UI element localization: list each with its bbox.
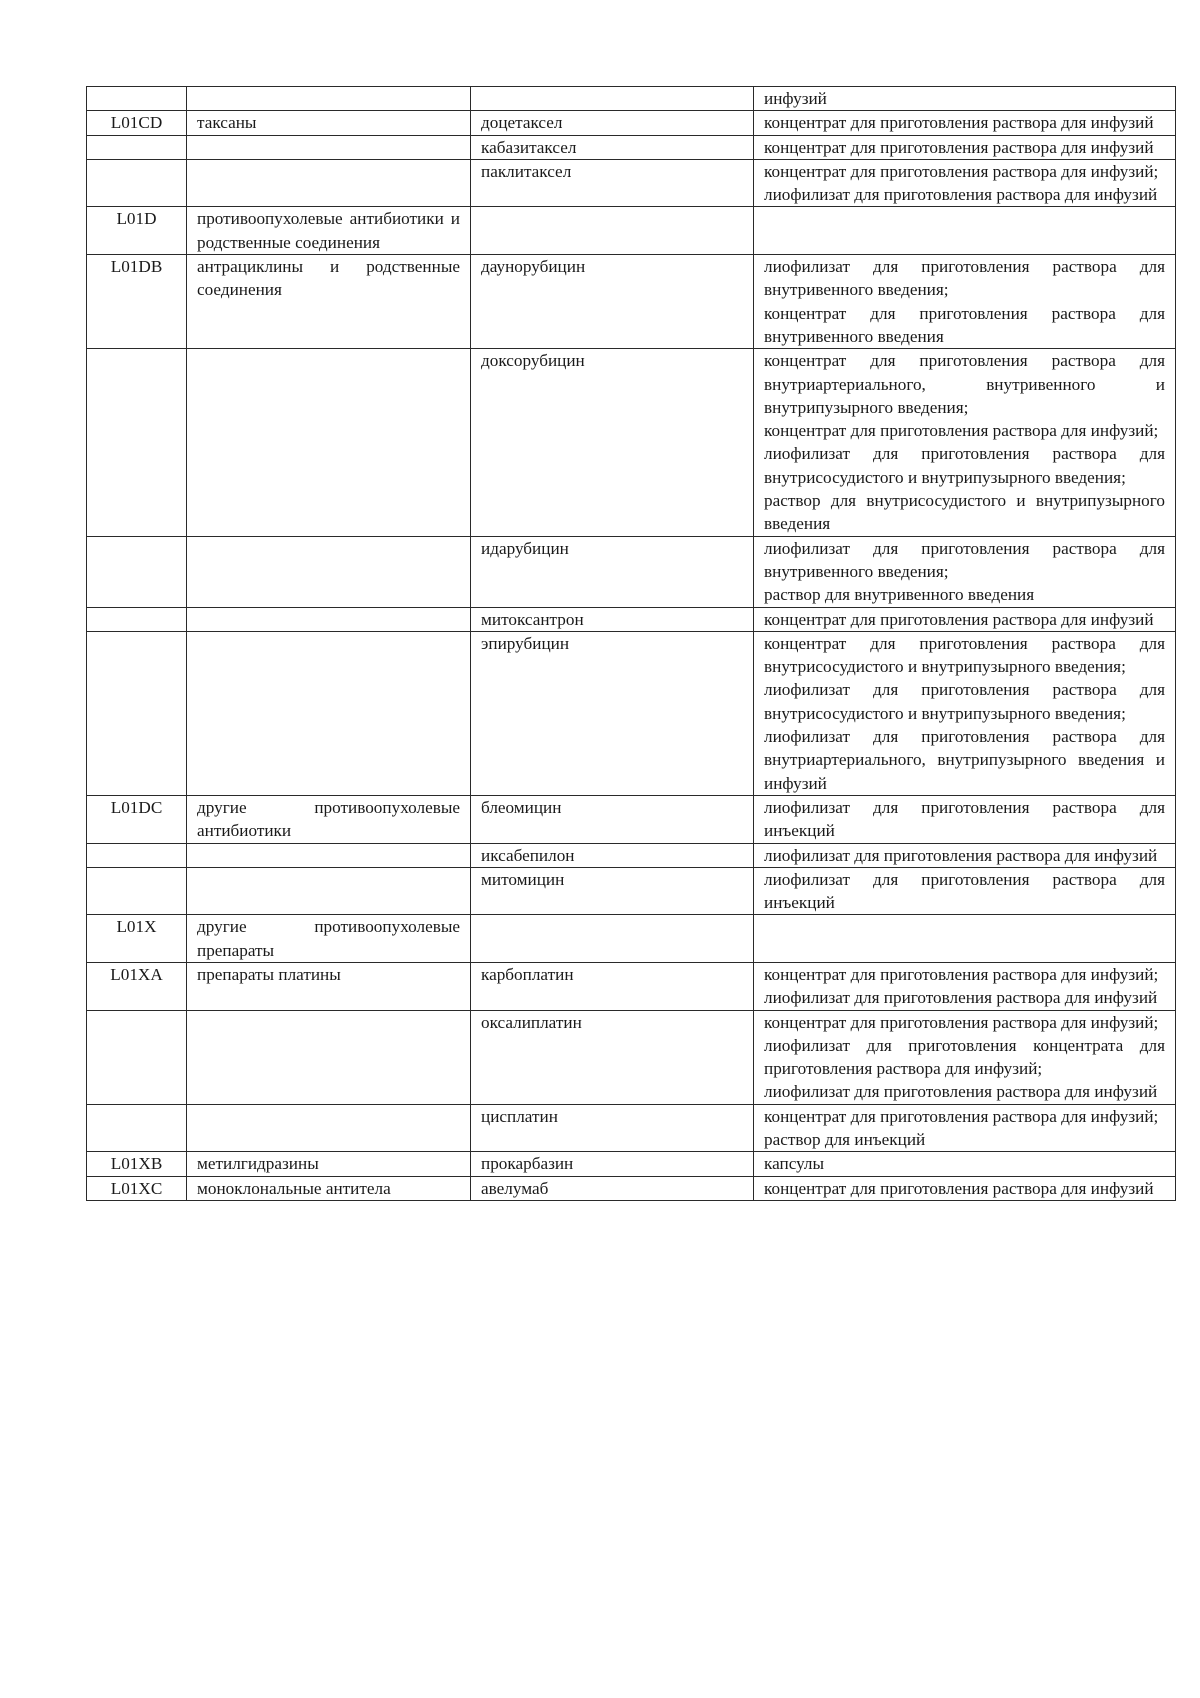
drug-list-table: [86, 86, 1176, 1201]
drug-name-cell: оксалиплатин: [471, 1010, 754, 1104]
dosage-form-line: лиофилизат для приготовления раствора для внутриартериального, внутрипузырного введения и инфузий: [764, 727, 1165, 793]
atc-code-cell: [87, 843, 187, 867]
dosage-form-line: концентрат для приготовления раствора для внутриартериального, внутривенного и внутрипузырного введения;: [764, 351, 1165, 417]
dosage-form-cell: [754, 1152, 1176, 1176]
anatomical-group-cell: [187, 1104, 471, 1152]
dosage-form-line: концентрат для приготовления раствора для инфузий: [764, 1178, 1154, 1198]
drug-name-cell: карбоплатин: [471, 962, 754, 1010]
atc-code-cell: [87, 135, 187, 159]
atc-code-cell: L01XA: [87, 962, 187, 1010]
atc-code-cell: L01XB: [87, 1152, 187, 1176]
table-row: [87, 631, 1176, 795]
drug-name-cell: авелумаб: [471, 1176, 754, 1200]
dosage-form-line: концентрат для приготовления раствора для инфузий;: [764, 1106, 1159, 1126]
dosage-form-line: лиофилизат для приготовления раствора для внутрисосудистого и внутрипузырного введения;: [764, 680, 1165, 723]
dosage-form-line: лиофилизат для приготовления раствора для внутрисосудистого и внутрипузырного введения;: [764, 444, 1165, 487]
table-row: [87, 607, 1176, 631]
atc-code-cell: [87, 1010, 187, 1104]
anatomical-group-cell: [187, 87, 471, 111]
anatomical-group-cell: [187, 867, 471, 915]
drug-name-cell: [471, 207, 754, 255]
dosage-form-line: концентрат для приготовления раствора для инфузий: [764, 137, 1154, 157]
atc-code-cell: [87, 1104, 187, 1152]
dosage-form-cell: [754, 159, 1176, 207]
drug-name-cell: даунорубицин: [471, 255, 754, 349]
dosage-form-line: лиофилизат для приготовления раствора для инфузий: [764, 185, 1158, 205]
table-row: [87, 349, 1176, 536]
anatomical-group-cell: [187, 843, 471, 867]
table-row: [87, 1010, 1176, 1104]
dosage-form-line: лиофилизат для приготовления раствора для инфузий: [764, 845, 1158, 865]
table-row: [87, 795, 1176, 843]
drug-name-cell: доксорубицин: [471, 349, 754, 536]
drug-name-cell: эпирубицин: [471, 631, 754, 795]
dosage-form-cell: [754, 1104, 1176, 1152]
anatomical-group-cell: метилгидразины: [187, 1152, 471, 1176]
dosage-form-cell: [754, 255, 1176, 349]
table-row: [87, 1104, 1176, 1152]
dosage-form-line: лиофилизат для приготовления концентрата для приготовления раствора для инфузий;: [764, 1035, 1165, 1079]
drug-name-cell: прокарбазин: [471, 1152, 754, 1176]
dosage-form-line: концентрат для приготовления раствора для внутрисосудистого и внутрипузырного введения;: [764, 633, 1165, 677]
atc-code-cell: L01CD: [87, 111, 187, 135]
dosage-form-line: лиофилизат для приготовления раствора для внутривенного введения;: [764, 538, 1165, 581]
table-row: [87, 111, 1176, 135]
table-row: [87, 915, 1176, 963]
dosage-form-cell: [754, 207, 1176, 255]
dosage-form-line: лиофилизат для приготовления раствора для инъекций: [764, 797, 1165, 841]
table-row: [87, 255, 1176, 349]
dosage-form-line: инфузий: [764, 89, 827, 108]
anatomical-group-cell: [187, 1010, 471, 1104]
drug-name-cell: [471, 87, 754, 111]
dosage-form-cell: [754, 1010, 1176, 1104]
atc-code-cell: [87, 87, 187, 111]
anatomical-group-cell: [187, 607, 471, 631]
table-row: [87, 536, 1176, 607]
dosage-form-cell: [754, 135, 1176, 159]
drug-name-cell: [471, 915, 754, 963]
atc-code-cell: [87, 867, 187, 915]
dosage-form-cell: [754, 843, 1176, 867]
dosage-form-line: концентрат для приготовления раствора для внутривенного введения: [764, 303, 1165, 346]
dosage-form-line: концентрат для приготовления раствора для инфузий;: [764, 1012, 1159, 1032]
drug-name-cell: цисплатин: [471, 1104, 754, 1152]
atc-code-cell: L01DC: [87, 795, 187, 843]
atc-code-cell: [87, 631, 187, 795]
drug-name-cell: идарубицин: [471, 536, 754, 607]
dosage-form-cell: [754, 1176, 1176, 1200]
drug-name-cell: митомицин: [471, 867, 754, 915]
dosage-form-line: раствор для внутривенного введения: [764, 585, 1035, 605]
dosage-form-line: лиофилизат для приготовления раствора для инъекций: [764, 869, 1165, 913]
dosage-form-cell: [754, 349, 1176, 536]
drug-name-cell: паклитаксел: [471, 159, 754, 207]
anatomical-group-cell: противоопухолевые антибиотики и родственные соединения: [187, 207, 471, 255]
drug-name-cell: митоксантрон: [471, 607, 754, 631]
atc-code-cell: L01DB: [87, 255, 187, 349]
atc-code-cell: L01XC: [87, 1176, 187, 1200]
dosage-form-line: концентрат для приготовления раствора для инфузий;: [764, 161, 1159, 181]
dosage-form-cell: [754, 915, 1176, 963]
table-row: [87, 159, 1176, 207]
table-row: [87, 962, 1176, 1010]
anatomical-group-cell: другие противоопухолевые антибиотики: [187, 795, 471, 843]
dosage-form-cell: [754, 87, 1176, 111]
atc-code-cell: [87, 349, 187, 536]
anatomical-group-cell: моноклональные антитела: [187, 1176, 471, 1200]
dosage-form-line: концентрат для приготовления раствора для инфузий;: [764, 964, 1159, 984]
atc-code-cell: L01X: [87, 915, 187, 963]
dosage-form-line: лиофилизат для приготовления раствора для внутривенного введения;: [764, 257, 1165, 300]
table-row: [87, 867, 1176, 915]
dosage-form-cell: [754, 631, 1176, 795]
drug-name-cell: доцетаксел: [471, 111, 754, 135]
dosage-form-line: лиофилизат для приготовления раствора для инфузий: [764, 1082, 1158, 1102]
dosage-form-line: капсулы: [764, 1154, 825, 1174]
table-row: [87, 1176, 1176, 1200]
table-row: [87, 87, 1176, 111]
anatomical-group-cell: [187, 349, 471, 536]
dosage-form-line: концентрат для приготовления раствора для инфузий;: [764, 421, 1159, 441]
table-row: [87, 207, 1176, 255]
dosage-form-cell: [754, 536, 1176, 607]
table-body: [87, 87, 1176, 1201]
table-row: [87, 843, 1176, 867]
anatomical-group-cell: [187, 631, 471, 795]
dosage-form-line: раствор для внутрисосудистого и внутрипузырного введения: [764, 491, 1165, 534]
anatomical-group-cell: [187, 135, 471, 159]
atc-code-cell: [87, 607, 187, 631]
atc-code-cell: L01D: [87, 207, 187, 255]
dosage-form-cell: [754, 962, 1176, 1010]
atc-code-cell: [87, 159, 187, 207]
dosage-form-cell: [754, 111, 1176, 135]
atc-code-cell: [87, 536, 187, 607]
drug-name-cell: кабазитаксел: [471, 135, 754, 159]
drug-name-cell: иксабепилон: [471, 843, 754, 867]
dosage-form-cell: [754, 795, 1176, 843]
anatomical-group-cell: таксаны: [187, 111, 471, 135]
table-row: [87, 1152, 1176, 1176]
anatomical-group-cell: другие противоопухолевые препараты: [187, 915, 471, 963]
dosage-form-cell: [754, 607, 1176, 631]
dosage-form-cell: [754, 867, 1176, 915]
dosage-form-line: лиофилизат для приготовления раствора для инфузий: [764, 988, 1158, 1008]
dosage-form-line: раствор для инъекций: [764, 1130, 926, 1150]
anatomical-group-cell: [187, 536, 471, 607]
anatomical-group-cell: антрациклины и родственные соединения: [187, 255, 471, 349]
anatomical-group-cell: [187, 159, 471, 207]
drug-name-cell: блеомицин: [471, 795, 754, 843]
dosage-form-line: концентрат для приготовления раствора для инфузий: [764, 609, 1154, 629]
anatomical-group-cell: препараты платины: [187, 962, 471, 1010]
table-row: [87, 135, 1176, 159]
dosage-form-line: концентрат для приготовления раствора для инфузий: [764, 113, 1154, 133]
